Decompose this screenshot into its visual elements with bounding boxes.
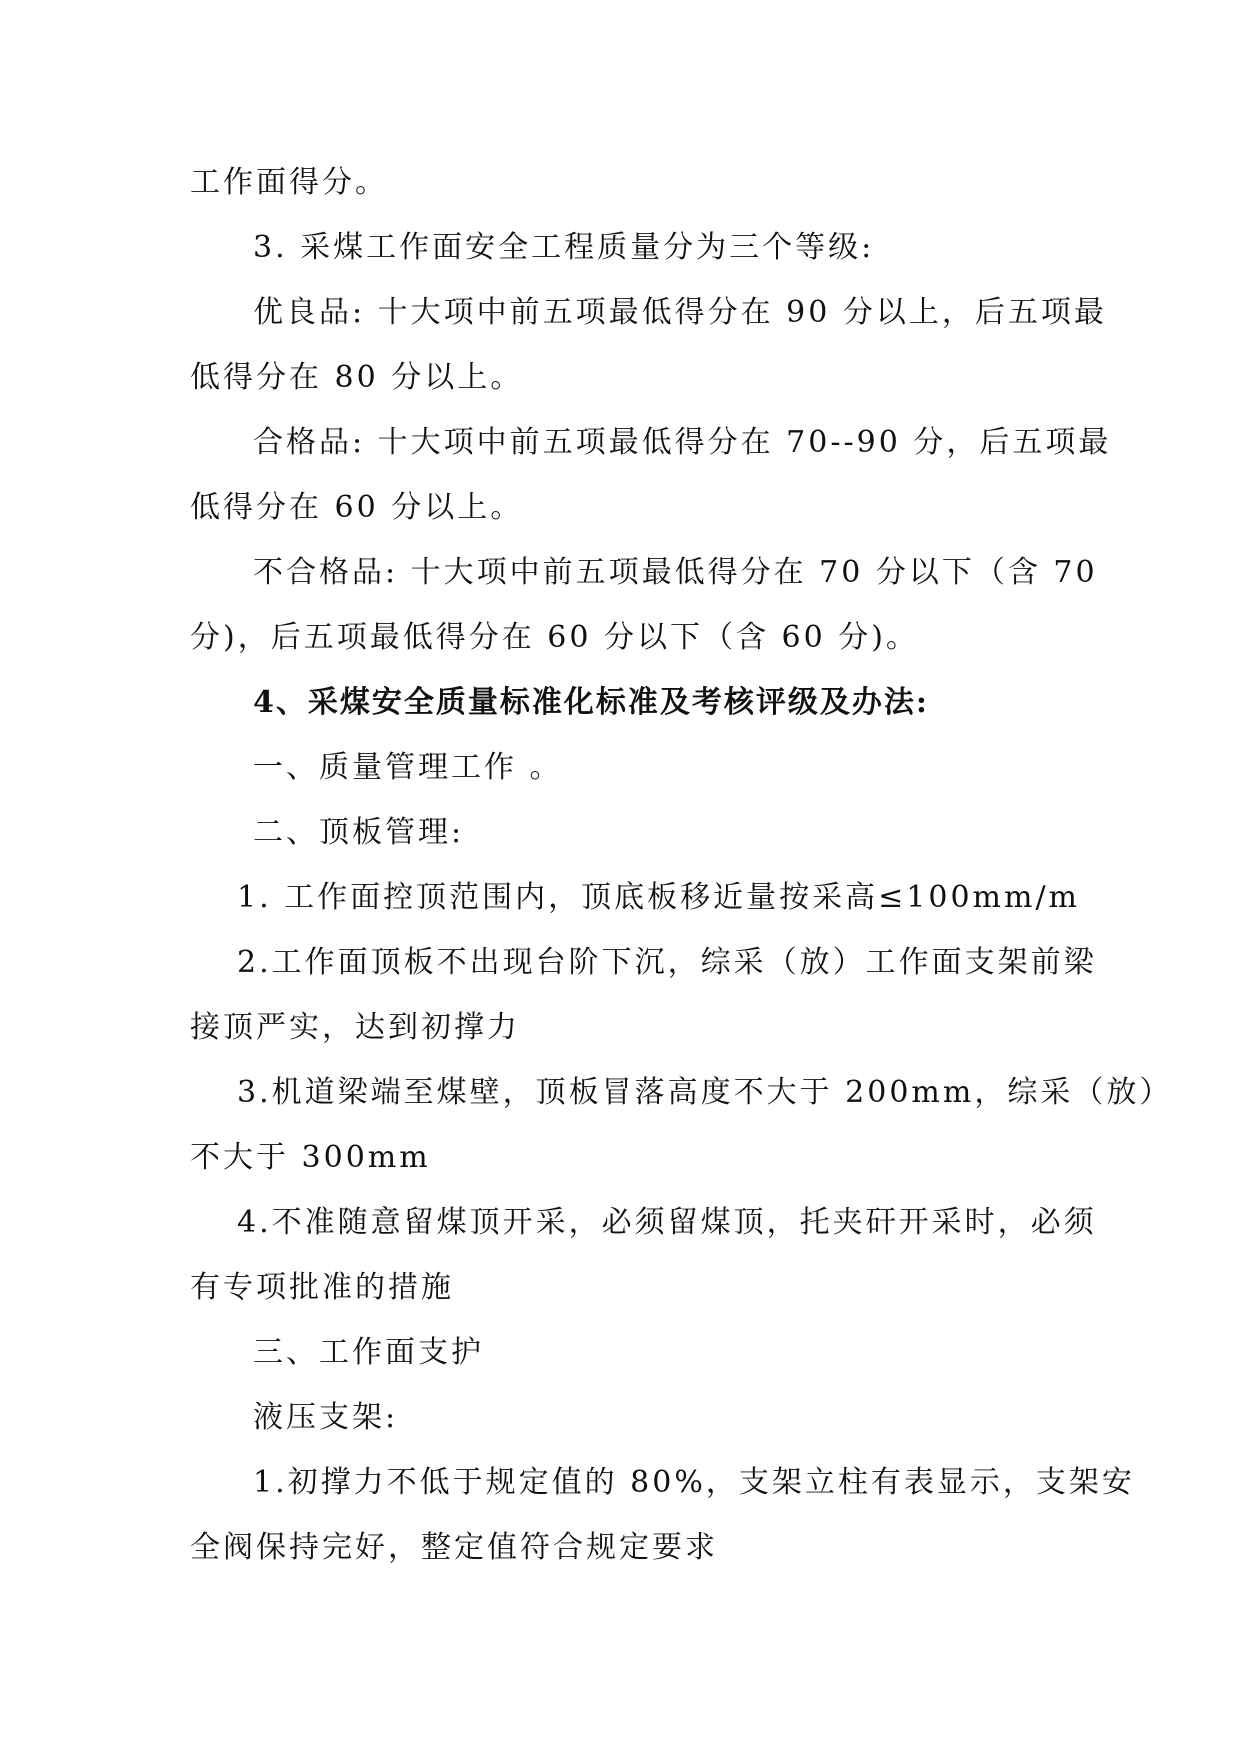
paragraph-line: 工作面得分。 xyxy=(190,165,388,200)
subsection-heading: 三、工作面支护 xyxy=(253,1335,484,1370)
paragraph-line: 3. 采煤工作面安全工程质量分为三个等级: xyxy=(253,230,875,265)
list-item-continuation: 有专项批准的措施 xyxy=(190,1270,454,1305)
list-item-continuation: 不大于 300mm xyxy=(190,1140,431,1175)
list-item-continuation: 接顶严实，达到初撑力 xyxy=(190,1010,520,1045)
list-item: 3.机道梁端至煤壁，顶板冒落高度不大于 200mm，综采（放） xyxy=(237,1075,1173,1110)
paragraph-line: 分)，后五项最低得分在 60 分以下（含 60 分)。 xyxy=(190,620,919,655)
paragraph-line: 低得分在 80 分以上。 xyxy=(190,360,524,395)
list-item: 1. 工作面控顶范围内，顶底板移近量按采高≤100mm/m xyxy=(237,880,1081,915)
list-item: 1.初撑力不低于规定值的 80%，支架立柱有表显示，支架安 xyxy=(253,1465,1135,1500)
section-heading: 4、采煤安全质量标准化标准及考核评级及办法: xyxy=(253,685,929,720)
list-item: 2.工作面顶板不出现台阶下沉，综采（放）工作面支架前梁 xyxy=(237,945,1097,980)
list-item-continuation: 全阀保持完好，整定值符合规定要求 xyxy=(190,1530,718,1565)
paragraph-line: 不合格品: 十大项中前五项最低得分在 70 分以下（含 70 xyxy=(253,555,1098,590)
paragraph-line: 优良品: 十大项中前五项最低得分在 90 分以上，后五项最 xyxy=(253,295,1107,330)
paragraph-line: 低得分在 60 分以上。 xyxy=(190,490,524,525)
paragraph-line: 合格品: 十大项中前五项最低得分在 70--90 分，后五项最 xyxy=(253,425,1112,460)
subsection-heading: 一、质量管理工作 。 xyxy=(253,750,563,785)
list-item: 4.不准随意留煤顶开采，必须留煤顶，托夹矸开采时，必须 xyxy=(237,1205,1097,1240)
subsection-label: 液压支架: xyxy=(253,1400,399,1435)
subsection-heading: 二、顶板管理: xyxy=(253,815,465,850)
